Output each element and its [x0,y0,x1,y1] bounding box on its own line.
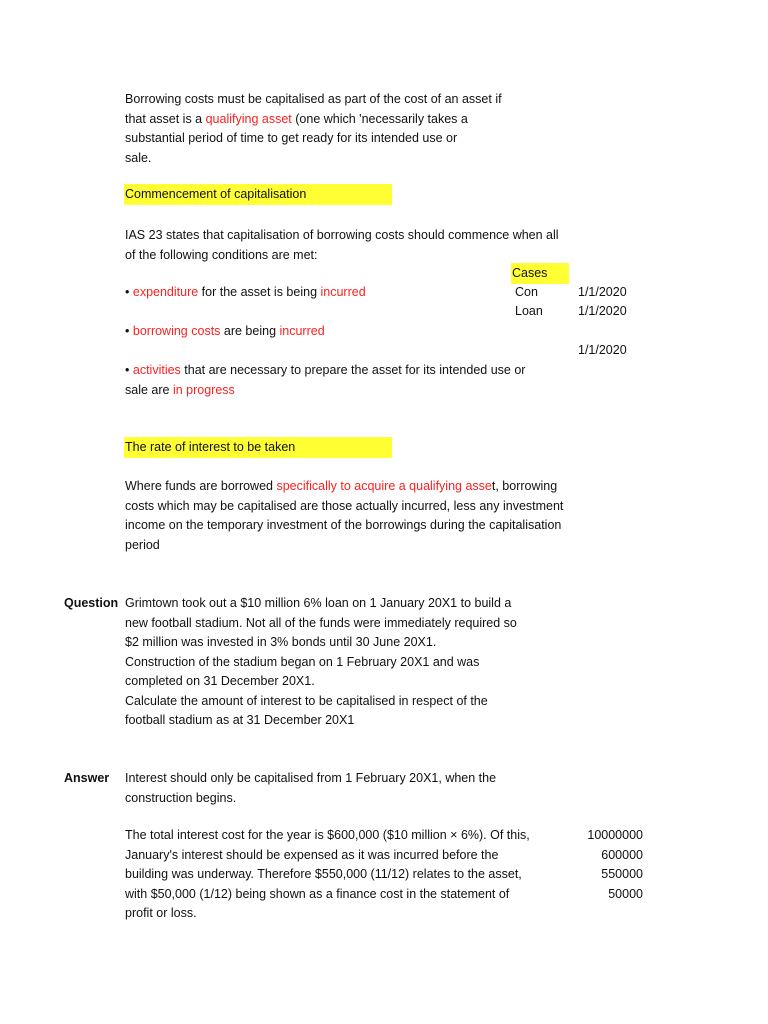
question-line: completed on 31 December 20X1. [125,674,315,688]
question-text [125,594,585,731]
ias-line-1: IAS 23 states that capitalisation of borrowing costs should commence when all [125,228,559,242]
case-date-loan: 1/1/2020 [578,304,627,318]
figure-capitalised: 550000 [601,867,643,881]
ias-paragraph [125,226,595,265]
question-line: new football stadium. Not all of the funds were immediately required so [125,615,517,630]
figure-total-loan: 10000000 [587,828,643,842]
rate-paragraph [125,477,595,555]
rate-line-4: period [125,537,160,552]
question-label: Question [64,596,119,610]
intro-line-2: that asset is a qualifying asset (one which 'necessarily takes a [125,111,468,126]
answer-label: Answer [64,771,110,785]
bullet-dot: • [125,363,130,377]
intro-paragraph [125,90,585,168]
answer-line: January's interest should be expensed as it was incurred before the [125,847,499,862]
question-line: football stadium as at 31 December 20X1 [125,713,355,727]
question-line: Grimtown took out a $10 million 6% loan on 1 January 20X1 to build a [125,596,512,610]
ias-line-2: of the following conditions are met: [125,247,318,262]
intro-line-3: substantial period of time to get ready for its intended use or [125,131,458,145]
specifically-term: specifically to acquire a qualifying asse [276,479,492,493]
answer-line: building was underway. Therefore $550,000 (11/12) relates to the asset, [125,867,522,881]
qualifying-asset-term: qualifying asset [205,111,292,126]
bullet-dot: • [125,285,130,299]
rate-heading: The rate of interest to be taken [124,437,392,458]
rate-line-2: costs which may be capitalised are those actually incurred, less any investment [125,498,564,513]
rate-line-3: income on the temporary investment of the borrowings during the capitalisation [125,518,562,532]
answer-intro [125,769,585,808]
case-label-loan: Loan [515,304,543,318]
figure-expensed: 50000 [608,886,643,901]
intro-line-4: sale. [125,150,152,165]
bullet-activities: • activities that are necessary to prepare the asset for its intended use or sale are in progress [125,363,526,397]
question-line: Calculate the amount of interest to be capitalised in respect of the [125,693,488,708]
commencement-heading: Commencement of capitalisation [124,184,392,205]
rate-line-1: Where funds are borrowed specifically to acquire a qualifying asset, borrowing [125,479,558,493]
bullet-expenditure: • expenditure for the asset is being incurred [125,285,366,299]
question-line: Construction of the stadium began on 1 February 20X1 and was [125,654,480,669]
answer-line: The total interest cost for the year is $600,000 ($10 million × 6%). Of this, [125,828,530,842]
answer-detail [125,826,565,924]
intro-line-1: Borrowing costs must be capitalised as part of the cost of an asset if [125,92,502,106]
case-date-con: 1/1/2020 [578,285,627,299]
case-date-activities: 1/1/2020 [578,343,627,357]
bullet-borrowing-costs: • borrowing costs are being incurred [125,324,325,338]
answer-line: profit or loss. [125,906,197,920]
answer-line: construction begins. [125,790,237,805]
figure-total-interest: 600000 [601,847,643,862]
bullet-dot: • [125,324,130,338]
case-label-con: Con [515,285,538,299]
cases-heading: Cases [511,263,569,284]
answer-line: Interest should only be capitalised from 1 February 20X1, when the [125,771,497,785]
answer-line: with $50,000 (1/12) being shown as a finance cost in the statement of [125,886,510,901]
question-line: $2 million was invested in 3% bonds until 30 June 20X1. [125,635,437,649]
